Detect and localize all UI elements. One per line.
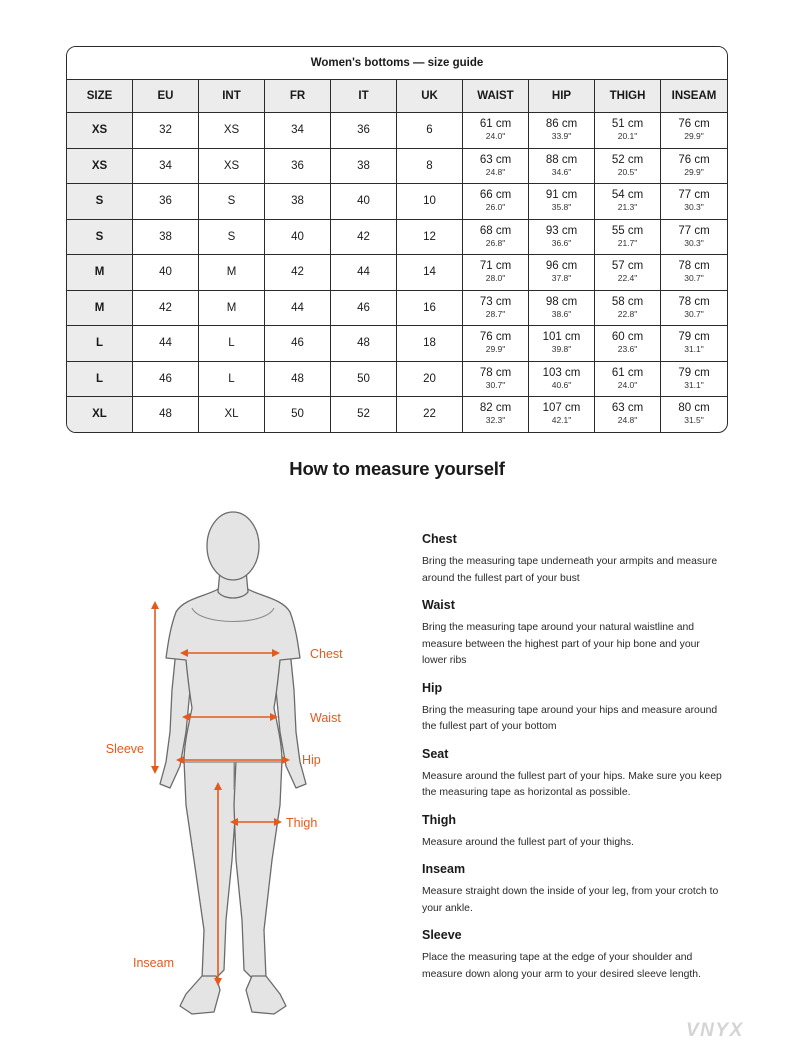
hip-cm-value: 98 cm [545, 295, 578, 308]
inseam-inch-value: 30.7" [684, 308, 704, 319]
fr-cell: 50 [265, 397, 331, 432]
size-cell: XS [67, 149, 133, 185]
instruction-inseam [422, 862, 722, 917]
waist-cell [463, 149, 529, 185]
inseam-cm-value: 76 cm [678, 118, 710, 131]
waist-cell [463, 255, 529, 291]
waist-cm-value: 61 cm [479, 118, 512, 131]
hip-cell [529, 397, 595, 432]
hip-inch-value: 33.9" [551, 131, 572, 142]
eu-cell: 38 [133, 220, 199, 256]
instruction-chest [422, 532, 722, 587]
left-leg [184, 760, 236, 978]
thigh-inch-value: 23.6" [617, 344, 638, 355]
instruction-title: Thigh [422, 812, 457, 827]
inseam-inch-value: 31.1" [684, 344, 704, 355]
eu-cell: 32 [133, 113, 199, 149]
uk-cell: 8 [397, 149, 463, 185]
right-foot [246, 976, 286, 1014]
uk-cell: 16 [397, 291, 463, 327]
inseam-inch-value: 29.9" [684, 166, 704, 177]
inseam-cm-value: 78 cm [678, 260, 710, 273]
hip-cm-value: 91 cm [545, 189, 578, 202]
thigh-cm-value: 60 cm [611, 331, 644, 344]
hip-cell [529, 362, 595, 398]
hip-inch-value: 40.6" [551, 379, 572, 390]
it-cell: 40 [331, 184, 397, 220]
inseam-label: Inseam [133, 956, 174, 970]
table-header-row [67, 80, 727, 113]
int-cell: M [199, 255, 265, 291]
it-cell: 48 [331, 326, 397, 362]
table-row [67, 291, 727, 327]
waist-inch-value: 26.0" [485, 202, 506, 213]
eu-cell: 40 [133, 255, 199, 291]
waist-cm-value: 66 cm [479, 189, 512, 202]
waist-inch-value: 24.8" [485, 166, 506, 177]
thigh-inch-value: 22.8" [617, 308, 638, 319]
eu-cell: 48 [133, 397, 199, 432]
fr-cell: 46 [265, 326, 331, 362]
hip-cm-value: 107 cm [542, 402, 581, 415]
thigh-inch-value: 22.4" [617, 273, 638, 284]
fr-cell: 34 [265, 113, 331, 149]
waist-inch-value: 28.7" [485, 308, 506, 319]
table-row [67, 149, 727, 185]
instruction-text: Place the measuring tape at the edge of your shoulder and measure down along your arm to your desired sleeve length. [422, 952, 701, 980]
waist-cm-value: 82 cm [479, 402, 512, 415]
hip-inch-value: 38.6" [551, 308, 572, 319]
it-cell: 42 [331, 220, 397, 256]
size-cell: L [67, 326, 133, 362]
section-heading: How to measure yourself [289, 458, 505, 479]
hip-cm-value: 88 cm [545, 153, 578, 166]
instruction-title: Chest [422, 532, 457, 546]
fr-cell: 36 [265, 149, 331, 185]
chest-label: Chest [310, 647, 343, 661]
inseam-cell [661, 184, 727, 220]
hip-inch-value: 34.6" [551, 166, 572, 177]
inseam-inch-value: 31.1" [684, 379, 704, 390]
waist-cell [463, 184, 529, 220]
instruction-title: Seat [422, 746, 449, 761]
int-cell: XL [199, 397, 265, 432]
hip-cm-value: 103 cm [542, 366, 581, 379]
inseam-cm-value: 77 cm [678, 189, 710, 202]
brand-logo: VNYX [686, 1020, 744, 1041]
column-header: EU [133, 80, 199, 113]
column-header: THIGH [595, 80, 661, 113]
it-cell: 46 [331, 291, 397, 327]
waist-label: Waist [310, 711, 341, 725]
thigh-cm-value: 63 cm [611, 402, 644, 415]
inseam-cell [661, 291, 727, 327]
instruction-thigh [422, 813, 722, 852]
int-cell: L [199, 326, 265, 362]
int-cell: S [199, 184, 265, 220]
column-header: INSEAM [661, 80, 727, 113]
waist-inch-value: 28.0" [485, 273, 506, 284]
instruction-text: Bring the measuring tape underneath your armpits and measure around the fullest part of your bust [422, 556, 718, 584]
waist-cell [463, 397, 529, 432]
thigh-cm-value: 51 cm [611, 118, 644, 131]
right-leg [234, 760, 282, 978]
int-cell: M [199, 291, 265, 327]
thigh-label: Thigh [286, 816, 318, 830]
waist-cm-value: 73 cm [479, 295, 512, 308]
size-cell: XS [67, 113, 133, 149]
size-cell: M [67, 291, 133, 327]
inseam-cell [661, 113, 727, 149]
size-cell: L [67, 362, 133, 398]
eu-cell: 42 [133, 291, 199, 327]
int-cell: L [199, 362, 265, 398]
inseam-inch-value: 31.5" [684, 415, 704, 426]
inseam-cell [661, 362, 727, 398]
thigh-cell [595, 149, 661, 185]
uk-cell: 12 [397, 220, 463, 256]
eu-cell: 44 [133, 326, 199, 362]
hip-cell [529, 291, 595, 327]
table-row [67, 326, 727, 362]
waist-cell [463, 326, 529, 362]
instruction-title: Waist [422, 598, 455, 612]
hip-inch-value: 42.1" [551, 415, 572, 426]
inseam-cm-value: 78 cm [678, 295, 710, 308]
waist-inch-value: 32.3" [485, 415, 506, 426]
thigh-cm-value: 57 cm [611, 260, 644, 273]
body-silhouette [160, 512, 306, 1014]
inseam-cm-value: 79 cm [678, 331, 710, 344]
hip-cell [529, 149, 595, 185]
column-header: IT [331, 80, 397, 113]
table-row [67, 362, 727, 398]
table-caption: Women's bottoms — size guide [67, 47, 727, 80]
body-measurement-figure [96, 500, 376, 1030]
waist-cm-value: 68 cm [479, 224, 512, 237]
hip-cm-value: 93 cm [545, 224, 578, 237]
inseam-cell [661, 326, 727, 362]
hip-label: Hip [302, 753, 321, 767]
table-row [67, 113, 727, 149]
sleeve-label: Sleeve [105, 742, 144, 756]
inseam-cm-value: 79 cm [678, 366, 710, 379]
hip-cell [529, 184, 595, 220]
thigh-inch-value: 20.5" [617, 166, 638, 177]
hip-cell [529, 113, 595, 149]
table-row [67, 397, 727, 432]
column-header: FR [265, 80, 331, 113]
instruction-text: Bring the measuring tape around your natural waistline and measure between the highest part of your hip bone and your lower ribs [422, 622, 700, 666]
size-guide-table [66, 46, 728, 433]
instruction-text: Measure around the fullest part of your hips. Make sure you keep the measuring tape as horizontal as possible. [422, 770, 722, 798]
waist-cell [463, 220, 529, 256]
column-header: HIP [529, 80, 595, 113]
instruction-text: Measure around the fullest part of your thighs. [422, 836, 634, 848]
thigh-cm-value: 52 cm [611, 153, 644, 166]
waist-cell [463, 291, 529, 327]
instruction-title: Hip [422, 680, 443, 695]
inseam-cell [661, 149, 727, 185]
instruction-text: Bring the measuring tape around your hips and measure around the fullest part of your bottom [422, 704, 718, 732]
waist-cm-value: 76 cm [479, 331, 512, 344]
fr-cell: 38 [265, 184, 331, 220]
int-cell: S [199, 220, 265, 256]
hip-cm-value: 101 cm [542, 331, 581, 344]
hip-inch-value: 36.6" [551, 237, 572, 248]
hip-cm-value: 86 cm [545, 118, 578, 131]
thigh-cm-value: 58 cm [611, 295, 644, 308]
waist-cm-value: 78 cm [479, 366, 512, 379]
instruction-hip [422, 681, 722, 736]
column-header: UK [397, 80, 463, 113]
thigh-cell [595, 184, 661, 220]
inseam-cm-value: 77 cm [678, 224, 710, 237]
uk-cell: 20 [397, 362, 463, 398]
thigh-cell [595, 255, 661, 291]
instruction-seat [422, 747, 722, 802]
thigh-cm-value: 61 cm [611, 366, 644, 379]
inseam-inch-value: 29.9" [684, 131, 704, 142]
inseam-cm-value: 76 cm [678, 153, 710, 166]
fr-cell: 44 [265, 291, 331, 327]
eu-cell: 34 [133, 149, 199, 185]
thigh-inch-value: 21.3" [617, 202, 638, 213]
waist-inch-value: 24.0" [485, 131, 506, 142]
waist-cell [463, 113, 529, 149]
size-cell: S [67, 184, 133, 220]
it-cell: 50 [331, 362, 397, 398]
int-cell: XS [199, 113, 265, 149]
it-cell: 36 [331, 113, 397, 149]
thigh-inch-value: 20.1" [617, 131, 638, 142]
waist-cm-value: 71 cm [479, 260, 512, 273]
it-cell: 44 [331, 255, 397, 291]
inseam-inch-value: 30.7" [684, 273, 704, 284]
thigh-cell [595, 220, 661, 256]
thigh-cell [595, 397, 661, 432]
thigh-cell [595, 291, 661, 327]
left-foot [180, 976, 220, 1014]
size-cell: XL [67, 397, 133, 432]
size-cell: S [67, 220, 133, 256]
it-cell: 52 [331, 397, 397, 432]
it-cell: 38 [331, 149, 397, 185]
thigh-cm-value: 54 cm [611, 189, 644, 202]
table-row [67, 220, 727, 256]
uk-cell: 6 [397, 113, 463, 149]
waist-cm-value: 63 cm [479, 153, 512, 166]
inseam-inch-value: 30.3" [684, 237, 704, 248]
column-header: WAIST [463, 80, 529, 113]
uk-cell: 10 [397, 184, 463, 220]
instruction-title: Inseam [422, 862, 466, 876]
thigh-cell [595, 326, 661, 362]
instruction-text: Measure straight down the inside of your leg, from your crotch to your ankle. [422, 886, 719, 914]
column-header: INT [199, 80, 265, 113]
hip-inch-value: 35.8" [551, 202, 572, 213]
instruction-title: Sleeve [422, 928, 462, 942]
hip-cm-value: 96 cm [545, 260, 578, 273]
inseam-cell [661, 220, 727, 256]
inseam-cell [661, 255, 727, 291]
inseam-cm-value: 80 cm [678, 402, 710, 415]
column-header: SIZE [67, 80, 133, 113]
uk-cell: 18 [397, 326, 463, 362]
fr-cell: 40 [265, 220, 331, 256]
table-row [67, 184, 727, 220]
thigh-cell [595, 113, 661, 149]
waist-cell [463, 362, 529, 398]
fr-cell: 42 [265, 255, 331, 291]
waist-inch-value: 29.9" [485, 344, 506, 355]
thigh-inch-value: 24.8" [617, 415, 638, 426]
thigh-inch-value: 24.0" [617, 379, 638, 390]
uk-cell: 14 [397, 255, 463, 291]
instruction-sleeve [422, 928, 722, 983]
thigh-cm-value: 55 cm [611, 224, 644, 237]
hip-cell [529, 220, 595, 256]
inseam-inch-value: 30.3" [684, 202, 704, 213]
instruction-waist [422, 598, 722, 670]
eu-cell: 36 [133, 184, 199, 220]
hip-cell [529, 255, 595, 291]
hip-cell [529, 326, 595, 362]
thigh-inch-value: 21.7" [617, 237, 638, 248]
inseam-cell [661, 397, 727, 432]
hip-inch-value: 39.8" [551, 344, 572, 355]
table-row [67, 255, 727, 291]
waist-inch-value: 26.8" [485, 237, 506, 248]
measurement-instructions [422, 532, 722, 994]
table-body [67, 113, 727, 432]
hip-inch-value: 37.8" [551, 273, 572, 284]
thigh-cell [595, 362, 661, 398]
uk-cell: 22 [397, 397, 463, 432]
fr-cell: 48 [265, 362, 331, 398]
size-cell: M [67, 255, 133, 291]
waist-inch-value: 30.7" [485, 379, 506, 390]
eu-cell: 46 [133, 362, 199, 398]
int-cell: XS [199, 149, 265, 185]
head [207, 512, 259, 580]
